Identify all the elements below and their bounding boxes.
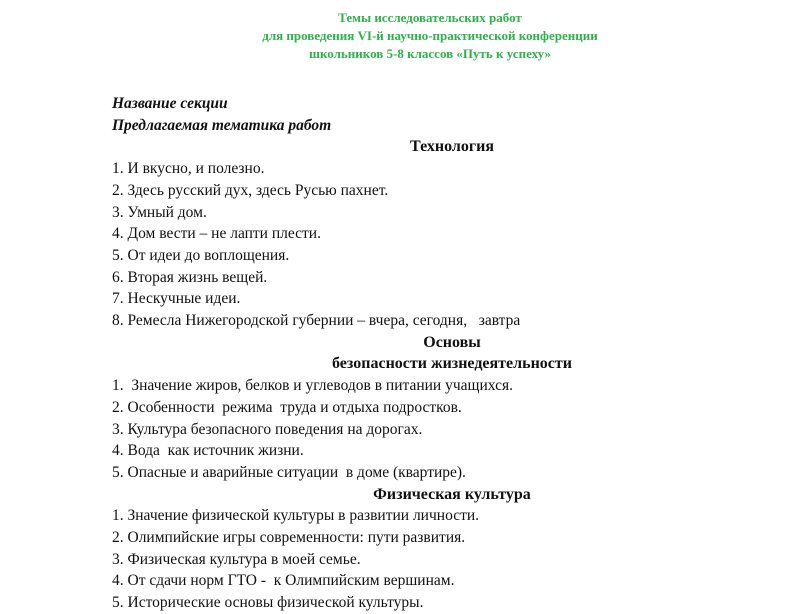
topic-item: 4. От сдачи норм ГТО - к Олимпийским вершинам. bbox=[112, 572, 455, 590]
title-line: для проведения VI-й научно-практической конференции bbox=[262, 28, 598, 43]
topic-item: 3. Физическая культура в моей семье. bbox=[112, 550, 361, 568]
section-heading: Основы bbox=[423, 333, 481, 351]
topic-item: 3. Культура безопасного поведения на дорогах. bbox=[112, 420, 423, 438]
topic-item: 2. Олимпийские игры современности: пути развития. bbox=[112, 529, 466, 547]
topic-item: 1. Значение физической культуры в развитии личности. bbox=[112, 507, 480, 525]
topic-item: 1. И вкусно, и полезно. bbox=[112, 160, 265, 178]
topic-item: 4. Дом вести – не лапти плести. bbox=[112, 225, 321, 243]
topic-item: 5. От идеи до воплощения. bbox=[112, 246, 290, 264]
topic-item: 1. Значение жиров, белков и углеводов в питании учащихся. bbox=[112, 377, 513, 395]
section-heading: безопасности жизнедеятельности bbox=[332, 355, 572, 373]
topic-item: 6. Вторая жизнь вещей. bbox=[112, 268, 268, 286]
topic-item: 7. Нескучные идеи. bbox=[112, 290, 241, 308]
topic-item: 5. Исторические основы физической культуры. bbox=[112, 594, 424, 612]
topic-item: 8. Ремесла Нижегородской губернии – вчера, сегодня, завтра bbox=[112, 312, 521, 330]
topic-item: 3. Умный дом. bbox=[112, 203, 207, 221]
title-line: Темы исследовательских работ bbox=[338, 10, 522, 25]
topic-item: 4. Вода как источник жизни. bbox=[112, 442, 304, 460]
topic-item: 2. Особенности режима труда и отдыха подростков. bbox=[112, 398, 462, 416]
topics-label: Предлагаемая тематика работ bbox=[112, 116, 332, 134]
section-name-label: Название секции bbox=[112, 95, 228, 112]
section-heading: Технология bbox=[410, 138, 494, 156]
document-title bbox=[0, 9, 800, 63]
topic-item: 2. Здесь русский дух, здесь Русью пахнет. bbox=[112, 181, 389, 199]
topic-item: 5. Опасные и аварийные ситуации в доме (квартире). bbox=[112, 463, 466, 481]
title-line: школьников 5-8 классов «Путь к успеху» bbox=[309, 46, 551, 61]
section-heading: Физическая культура bbox=[373, 485, 531, 503]
document-body bbox=[112, 93, 672, 614]
